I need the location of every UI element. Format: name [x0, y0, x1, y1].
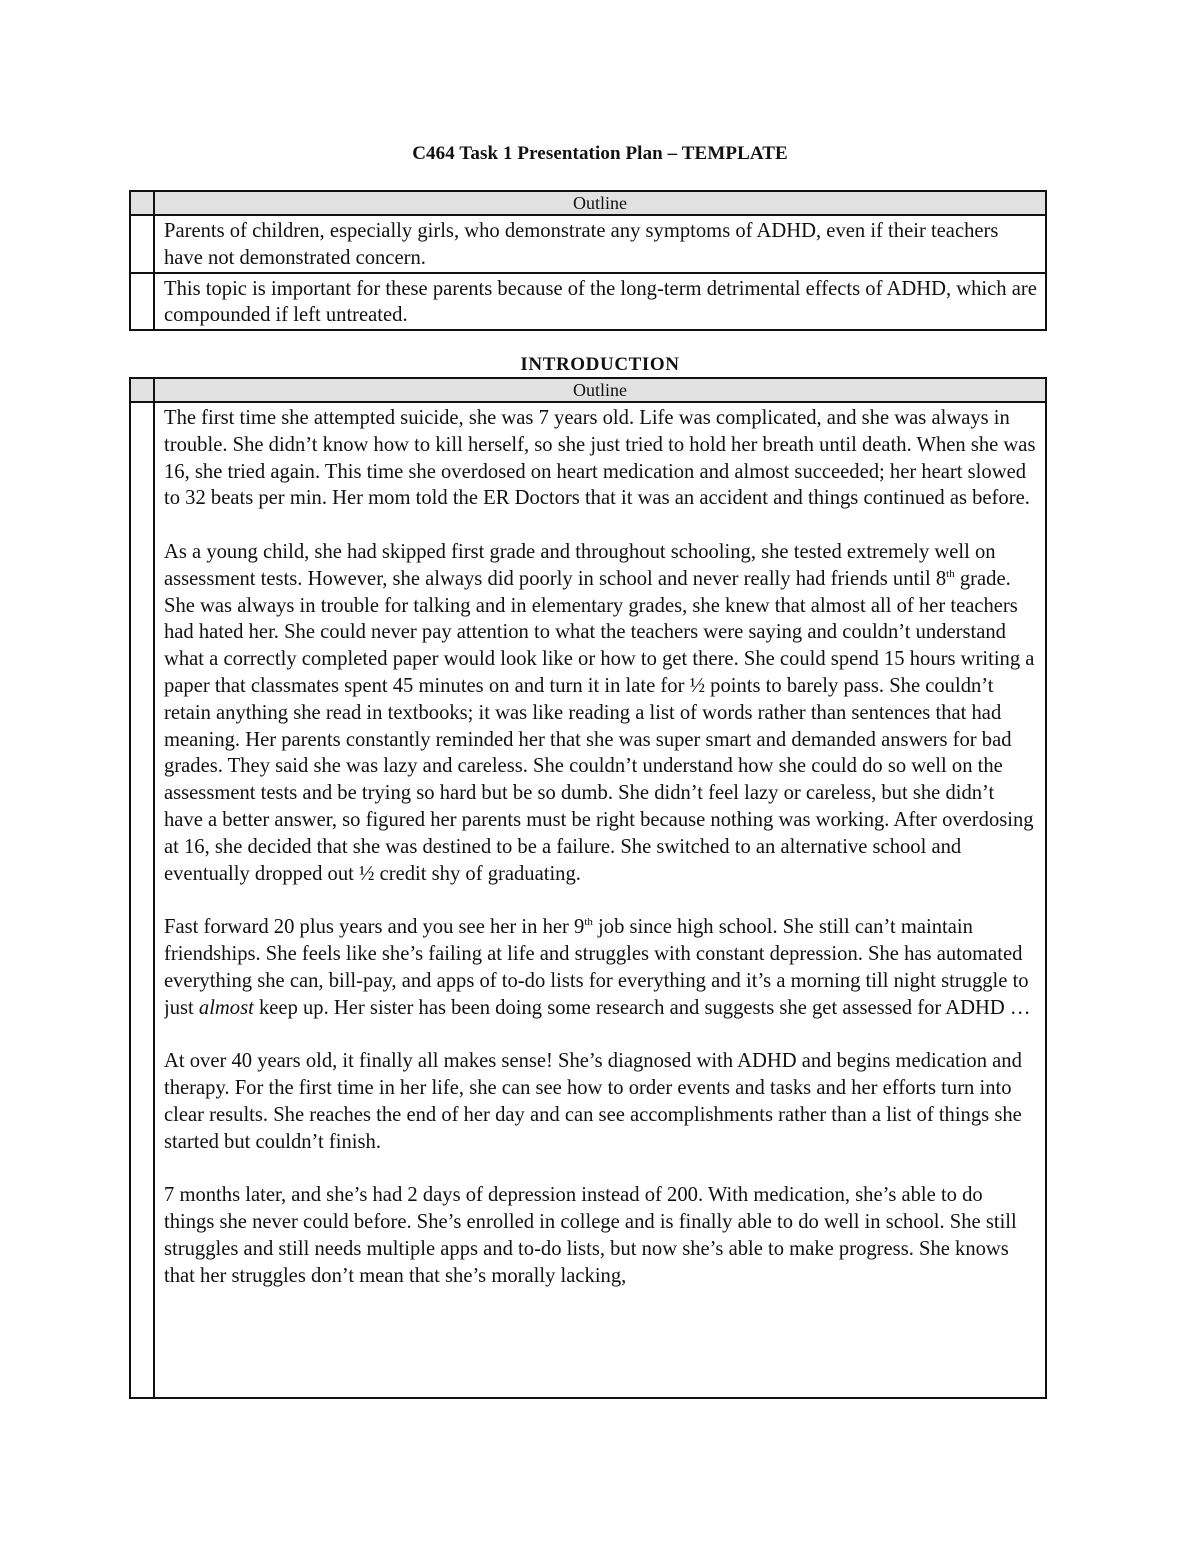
importance-cell: This topic is important for these parents because of the long-term detrimental effects of ADHD, which are compounded if left untreated. — [154, 273, 1046, 331]
paragraph-1: The first time she attempted suicide, she was 7 years old. Life was complicated, and she was always in trouble. She didn’t know how to kill herself, so she just tried to hold her breath until death. When she was 16, she tried again. This time she overdosed on heart medication and almost succeeded; her heart slowed to 32 beats per min. Her mom told the ER Doctors that it was an accident and things continued as before. — [164, 407, 1036, 510]
introduction-cell — [154, 402, 1046, 1398]
paragraph-5: 7 months later, and she’s had 2 days of depression instead of 200. With medication, she’s able to do things she never could before. She’s enrolled in college and is finally able to do well in school. She still struggles and still needs multiple apps and to-do lists, but now she’s able to make progress. She knows that her struggles don’t mean that she’s morally lacking, — [164, 1184, 1017, 1287]
number-cell — [130, 215, 154, 273]
table-row — [130, 273, 1046, 331]
number-cell — [130, 273, 154, 331]
introduction-heading: INTRODUCTION — [520, 354, 680, 375]
paragraph-3: Fast forward 20 plus years and you see her in her 9th job since high school. She still can’t maintain friendships. She feels like she’s failing at life and struggles with constant depression. She has automated everything she can, bill-pay, and apps of to-do lists for everything and it’s a morning till night struggle to just almost keep up. Her sister has been doing some research and suggests she get assessed for ADHD … — [164, 916, 1031, 1019]
audience-cell: Parents of children, especially girls, who demonstrate any symptoms of ADHD, even if their teachers have not demonstrated concern. — [154, 215, 1046, 273]
paragraph-4: At over 40 years old, it finally all makes sense! She’s diagnosed with ADHD and begins medication and therapy. For the first time in her life, she can see how to order events and tasks and her efforts turn into clear results. She reaches the end of her day and can see accomplishments rather than a list of things she started but couldn’t finish. — [164, 1050, 1022, 1153]
table-row — [130, 402, 1046, 1398]
paragraph-2: As a young child, she had skipped first grade and throughout schooling, she tested extremely well on assessment tests. However, she always did poorly in school and never really had friends until 8th grade. She was always in trouble for talking and in elementary grades, she knew that almost all of her teachers had hated her. She could never pay attention to what the teachers were saying and couldn’t understand what a correctly completed paper would look like or how to get there. She could spend 15 hours writing a paper that classmates spent 45 minutes on and turn it in late for ½ points to barely pass. She couldn’t retain anything she read in textbooks; it was like reading a list of words rather than sentences that had meaning. Her parents constantly reminded her that she was super smart and demanded answers for bad grades. They said she was lazy and careless. She couldn’t understand how she could do so well on the assessment tests and be trying so hard but be so dumb. She didn’t feel lazy or careless, but she didn’t have a better answer, so figured her parents must be right because nothing was working. After overdosing at 16, she decided that she was destined to be a failure. She switched to an alternative school and eventually dropped out ½ credit shy of graduating. — [164, 540, 1035, 885]
introduction-text — [164, 405, 1037, 1397]
outline-header: Outline — [154, 378, 1046, 402]
number-cell — [130, 402, 154, 1398]
table-header-row — [130, 191, 1046, 215]
introduction-table — [129, 377, 1047, 1399]
table-row — [130, 215, 1046, 273]
page-title: C464 Task 1 Presentation Plan – TEMPLATE — [412, 143, 788, 164]
number-cell — [130, 191, 154, 215]
table-header-row — [130, 378, 1046, 402]
number-cell — [130, 378, 154, 402]
audience-table — [129, 190, 1047, 331]
outline-header: Outline — [154, 191, 1046, 215]
